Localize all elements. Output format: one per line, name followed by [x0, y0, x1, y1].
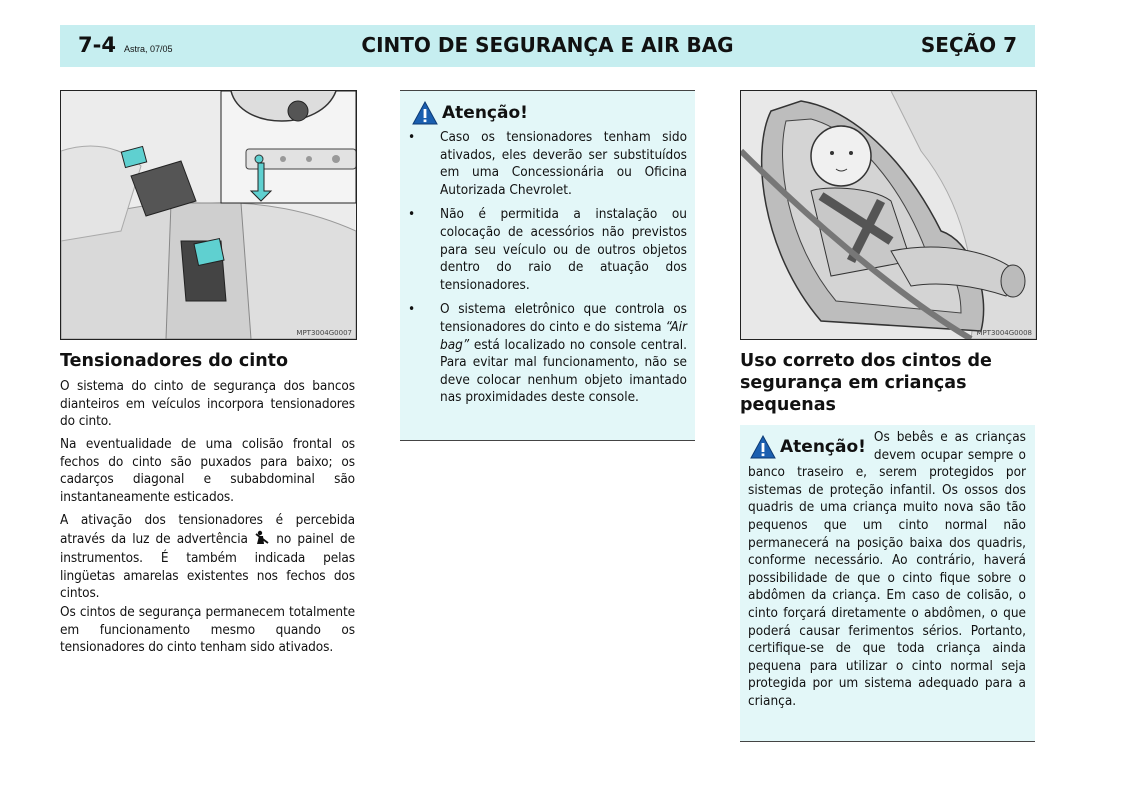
- warning-text: Os bebês e as crianças devem ocupar sempre o banco traseiro e, serem protegidos por sistemas de proteção infantil. Os ossos dos quadris de uma criança muito nova são tão pequenos que um cinto normal não permanecerá na posição baixa dos quadris, conforme necessário. Ao contrário, haverá possibilidade de que o cinto fique sobre o abdômen da criança. Em caso de colisão, o cinto forçará diretamente o abdômen, o que poderá causar ferimentos sérios. Portanto, certifique-se de que toda criança ainda pequena para utilizar o cinto normal seja protegida por um sistema adequado para a criança.: [748, 429, 1026, 709]
- tensioner-illustration: [60, 90, 357, 340]
- activation-text-before: A ativação dos tensionadores é percebida através da luz de advertência: [60, 512, 355, 547]
- figure-code: MPT3004G0007: [296, 329, 352, 337]
- tensioner-warning-box: [400, 90, 695, 441]
- warning-icon: [412, 101, 438, 125]
- section-label: SEÇÃO 7: [920, 33, 1017, 57]
- list-item: • Caso os tensionadores tenham sido ativados, eles deverão ser substituídos em uma Concessionária ou Oficina Autorizada Chevrolet.: [400, 129, 687, 199]
- warning-title: Atenção!: [442, 103, 528, 123]
- child-belt-heading: Uso correto dos cintos de segurança em crianças pequenas: [740, 351, 992, 415]
- list-item: • Não é permitida a instalação ou colocação de acessórios não previstos para seu veículo ou de outros objetos dentro do raio de atuação dos tensionadores.: [400, 206, 687, 294]
- paragraph: Na eventualidade de uma colisão frontal os fechos do cinto são puxados para baixo; os cadarços diagonal e subabdominal são instantaneamente esticados.: [60, 436, 355, 505]
- activation-text-after: no painel de instrumentos. É também indicada pelas lingüetas amarelas existentes nos fechos dos cintos.: [60, 530, 355, 602]
- page-header: [60, 25, 1035, 67]
- list-item: [400, 301, 687, 407]
- child-warning-box: [740, 425, 1035, 742]
- seatbelt-warning-icon: [254, 530, 270, 551]
- page-title: CINTO DE SEGURANÇA E AIR BAG: [361, 33, 734, 57]
- paragraph: Os cintos de segurança permanecem totalmente em funcionamento mesmo quando os tensionadores do cinto tenham sido ativados.: [60, 604, 355, 656]
- item-text: O sistema eletrônico que controla os tensionadores do cinto e do sistema: [440, 301, 687, 335]
- paragraph: [60, 512, 355, 603]
- tensioner-heading: Tensionadores do cinto: [60, 351, 289, 371]
- paragraph: O sistema do cinto de segurança dos bancos dianteiros em veículos incorpora tensionadores do cinto.: [60, 378, 355, 430]
- child-seat-illustration: [740, 90, 1037, 340]
- figure-code: MPT3004G0008: [976, 329, 1032, 337]
- airbag-term: “Air bag”: [440, 318, 687, 353]
- warning-list: [400, 129, 695, 407]
- item-text: está localizado no console central. Para evitar mal funcionamento, não se deve colocar nenhum objeto imantado nas proximidades deste console.: [440, 336, 687, 406]
- page-number: 7-4: [78, 33, 116, 57]
- warning-title: Atenção!: [780, 437, 866, 457]
- model-label: Astra, 07/05: [124, 44, 173, 54]
- warning-icon: [750, 435, 776, 459]
